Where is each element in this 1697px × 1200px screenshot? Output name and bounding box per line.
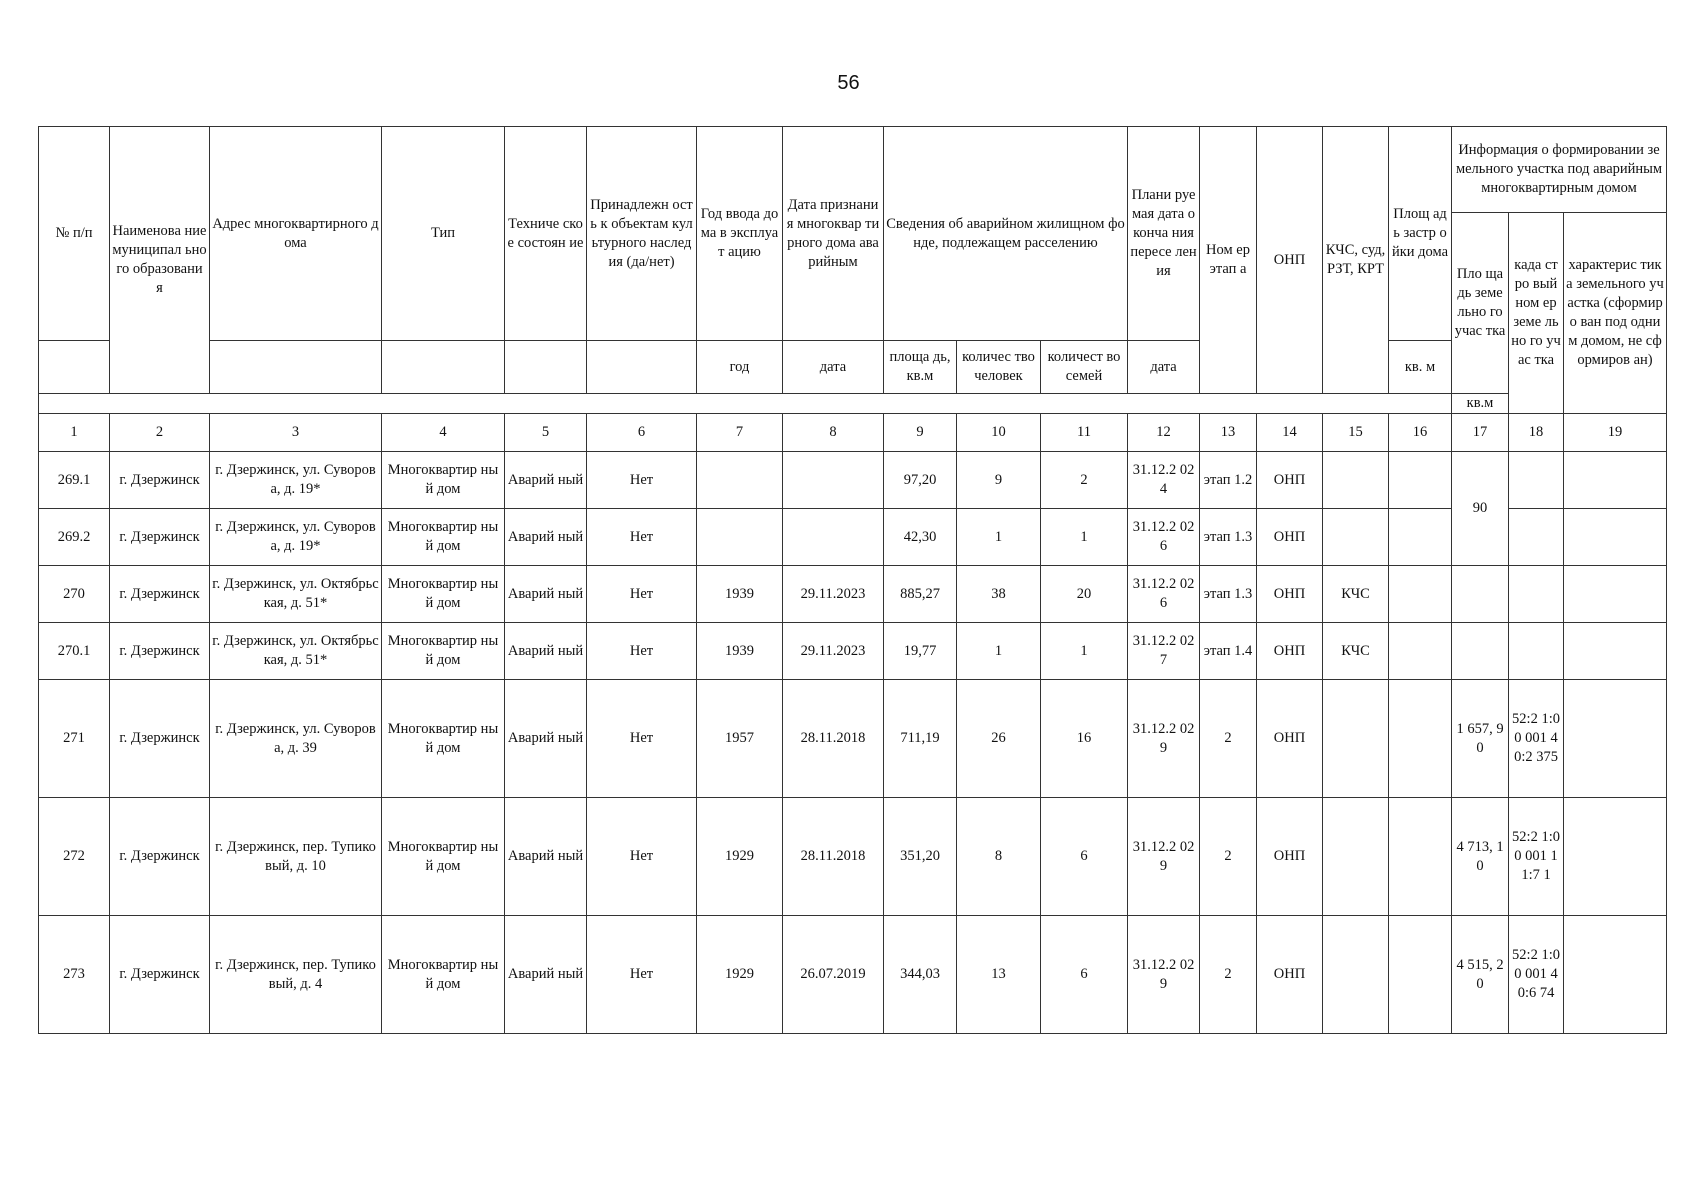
cell-stage: 2 (1200, 680, 1257, 798)
cell-number: 272 (39, 798, 110, 916)
header-num: № п/п (39, 127, 110, 341)
cell-heritage: Нет (587, 798, 697, 916)
cell-date: 26.07.2019 (783, 916, 884, 1034)
header-row-1 (39, 127, 1667, 213)
cell-year (697, 509, 783, 566)
cell-building-area (1389, 623, 1452, 680)
cell-state: Аварий ный (505, 452, 587, 509)
cell-number: 271 (39, 680, 110, 798)
cell-type: Многоквартир ный дом (382, 566, 505, 623)
cell-building-area (1389, 566, 1452, 623)
cell-cadastral: 52:2 1:00 001 11:7 1 (1509, 798, 1564, 916)
column-number-row (39, 414, 1667, 452)
cell-building-area (1389, 452, 1452, 509)
cell-land-area: 4 713, 10 (1452, 798, 1509, 916)
header-building-area: Площ адь застр ойки дома (1389, 127, 1452, 341)
emergency-housing-table (38, 126, 1667, 1034)
cell-stage: этап 1.3 (1200, 509, 1257, 566)
cell-cadastral: 52:2 1:00 001 40:2 375 (1509, 680, 1564, 798)
cell-year: 1929 (697, 916, 783, 1034)
cell-date (783, 509, 884, 566)
cell-families: 2 (1041, 452, 1128, 509)
subheader-date: дата (783, 341, 884, 394)
subheader-people: количес тво человек (957, 341, 1041, 394)
cell-address: г. Дзержинск, ул. Суворова, д. 39 (210, 680, 382, 798)
header-heritage: Принадлежн ость к объектам культурного наследия (да/нет) (587, 127, 697, 341)
column-number: 6 (587, 414, 697, 452)
cell-onp: ОНП (1257, 798, 1323, 916)
cell-onp: ОНП (1257, 566, 1323, 623)
cell-heritage: Нет (587, 916, 697, 1034)
cell-kchs (1323, 798, 1389, 916)
cell-onp: ОНП (1257, 509, 1323, 566)
cell-end-date: 31.12.2 029 (1128, 798, 1200, 916)
cell-characteristic (1564, 566, 1667, 623)
cell-heritage: Нет (587, 509, 697, 566)
cell-onp: ОНП (1257, 623, 1323, 680)
cell-municipality: г. Дзержинск (110, 798, 210, 916)
cell-building-area (1389, 798, 1452, 916)
cell-kchs: КЧС (1323, 566, 1389, 623)
cell-type: Многоквартир ный дом (382, 452, 505, 509)
cell-characteristic (1564, 452, 1667, 509)
cell-type: Многоквартир ный дом (382, 509, 505, 566)
cell-kchs (1323, 509, 1389, 566)
cell-families: 6 (1041, 916, 1128, 1034)
cell-municipality: г. Дзержинск (110, 509, 210, 566)
table-row (39, 509, 1667, 566)
cell-state: Аварий ный (505, 798, 587, 916)
subheader-land-unit: кв.м (1452, 394, 1509, 414)
cell-cadastral (1509, 623, 1564, 680)
cell-characteristic (1564, 916, 1667, 1034)
cell-address: г. Дзержинск, ул. Суворова, д. 19* (210, 452, 382, 509)
column-number: 10 (957, 414, 1041, 452)
column-number: 18 (1509, 414, 1564, 452)
cell-cadastral (1509, 452, 1564, 509)
cell-type: Многоквартир ный дом (382, 916, 505, 1034)
cell-state: Аварий ный (505, 680, 587, 798)
header-row-3 (39, 341, 1667, 394)
cell-characteristic (1564, 509, 1667, 566)
cell-kchs (1323, 680, 1389, 798)
header-empty (382, 341, 505, 394)
cell-year: 1957 (697, 680, 783, 798)
cell-end-date: 31.12.2 029 (1128, 916, 1200, 1034)
cell-number: 270.1 (39, 623, 110, 680)
cell-end-date: 31.12.2 026 (1128, 509, 1200, 566)
cell-stage: этап 1.4 (1200, 623, 1257, 680)
column-number: 7 (697, 414, 783, 452)
header-commission-year: Год ввода дома в эксплуат ацию (697, 127, 783, 341)
cell-people: 9 (957, 452, 1041, 509)
header-land-characteristic: характерис тика земельного участка (сформиро ван под одним домом, не сформиров ан) (1564, 213, 1667, 414)
table-row (39, 566, 1667, 623)
cell-people: 13 (957, 916, 1041, 1034)
header-row-4 (39, 394, 1667, 414)
column-number: 2 (110, 414, 210, 452)
cell-date: 29.11.2023 (783, 566, 884, 623)
cell-families: 1 (1041, 509, 1128, 566)
table-row (39, 452, 1667, 509)
cell-onp: ОНП (1257, 680, 1323, 798)
cell-municipality: г. Дзержинск (110, 916, 210, 1034)
header-stage: Ном ер этап а (1200, 127, 1257, 394)
header-land-plot-info: Информация о формировании земельного участка под аварийным многоквартирным домом (1452, 127, 1667, 213)
column-number: 12 (1128, 414, 1200, 452)
column-number: 8 (783, 414, 884, 452)
cell-date: 28.11.2018 (783, 680, 884, 798)
subheader-families: количест во семей (1041, 341, 1128, 394)
cell-heritage: Нет (587, 452, 697, 509)
cell-cadastral (1509, 566, 1564, 623)
cell-onp: ОНП (1257, 916, 1323, 1034)
cell-state: Аварий ный (505, 623, 587, 680)
cell-end-date: 31.12.2 029 (1128, 680, 1200, 798)
cell-area: 344,03 (884, 916, 957, 1034)
subheader-end-date: дата (1128, 341, 1200, 394)
cell-address: г. Дзержинск, ул. Октябрьская, д. 51* (210, 566, 382, 623)
cell-characteristic (1564, 680, 1667, 798)
cell-date: 29.11.2023 (783, 623, 884, 680)
column-number: 4 (382, 414, 505, 452)
cell-state: Аварий ный (505, 509, 587, 566)
cell-families: 20 (1041, 566, 1128, 623)
cell-municipality: г. Дзержинск (110, 566, 210, 623)
table-row (39, 680, 1667, 798)
column-number: 13 (1200, 414, 1257, 452)
cell-heritage: Нет (587, 680, 697, 798)
cell-people: 26 (957, 680, 1041, 798)
cell-year: 1929 (697, 798, 783, 916)
cell-municipality: г. Дзержинск (110, 623, 210, 680)
cell-number: 273 (39, 916, 110, 1034)
header-kchs: КЧС, суд, РЗТ, КРТ (1323, 127, 1389, 394)
cell-cadastral (1509, 509, 1564, 566)
cell-building-area (1389, 509, 1452, 566)
cell-address: г. Дзержинск, ул. Октябрьская, д. 51* (210, 623, 382, 680)
header-technical-state: Техниче ское состоян ие (505, 127, 587, 341)
header-land-area: Пло щадь земе льно го учас тка (1452, 213, 1509, 394)
cell-address: г. Дзержинск, пер. Тупиковый, д. 4 (210, 916, 382, 1034)
header-recognition-date: Дата признания многоквар тирного дома аварийным (783, 127, 884, 341)
cell-kchs (1323, 916, 1389, 1034)
cell-area: 885,27 (884, 566, 957, 623)
header-emergency-fund: Сведения об аварийном жилищном фонде, подлежащем расселению (884, 127, 1128, 341)
cell-end-date: 31.12.2 024 (1128, 452, 1200, 509)
subheader-building-unit: кв. м (1389, 341, 1452, 394)
column-number: 5 (505, 414, 587, 452)
cell-land-area: 1 657, 90 (1452, 680, 1509, 798)
cell-kchs: КЧС (1323, 623, 1389, 680)
cell-building-area (1389, 680, 1452, 798)
cell-onp: ОНП (1257, 452, 1323, 509)
column-number: 17 (1452, 414, 1509, 452)
cell-municipality: г. Дзержинск (110, 452, 210, 509)
header-spacer (39, 394, 1452, 414)
cell-heritage: Нет (587, 566, 697, 623)
column-number: 14 (1257, 414, 1323, 452)
cell-municipality: г. Дзержинск (110, 680, 210, 798)
page-number: 56 (837, 72, 860, 94)
cell-people: 38 (957, 566, 1041, 623)
cell-state: Аварий ный (505, 916, 587, 1034)
header-empty (39, 341, 110, 394)
cell-address: г. Дзержинск, ул. Суворова, д. 19* (210, 509, 382, 566)
table-row (39, 798, 1667, 916)
cell-area: 97,20 (884, 452, 957, 509)
table-row (39, 916, 1667, 1034)
cell-people: 1 (957, 509, 1041, 566)
cell-land-area: 4 515, 20 (1452, 916, 1509, 1034)
column-number: 9 (884, 414, 957, 452)
header-empty (505, 341, 587, 394)
column-number: 11 (1041, 414, 1128, 452)
cell-number: 269.2 (39, 509, 110, 566)
cell-stage: этап 1.2 (1200, 452, 1257, 509)
column-number: 19 (1564, 414, 1667, 452)
cell-stage: этап 1.3 (1200, 566, 1257, 623)
cell-address: г. Дзержинск, пер. Тупиковый, д. 10 (210, 798, 382, 916)
cell-area: 351,20 (884, 798, 957, 916)
header-onp: ОНП (1257, 127, 1323, 394)
header-cadastral-number: када стро вый ном ер земе льно го учас тка (1509, 213, 1564, 414)
cell-families: 16 (1041, 680, 1128, 798)
header-empty (587, 341, 697, 394)
cell-land-area (1452, 623, 1509, 680)
header-planned-end: Плани руемая дата оконча ния пересе ления (1128, 127, 1200, 341)
cell-heritage: Нет (587, 623, 697, 680)
cell-area: 42,30 (884, 509, 957, 566)
cell-year (697, 452, 783, 509)
header-address: Адрес многоквартирного дома (210, 127, 382, 341)
cell-number: 270 (39, 566, 110, 623)
cell-characteristic (1564, 798, 1667, 916)
cell-state: Аварий ный (505, 566, 587, 623)
cell-area: 711,19 (884, 680, 957, 798)
table-row (39, 623, 1667, 680)
cell-characteristic (1564, 623, 1667, 680)
column-number: 16 (1389, 414, 1452, 452)
cell-year: 1939 (697, 566, 783, 623)
cell-type: Многоквартир ный дом (382, 798, 505, 916)
subheader-year: год (697, 341, 783, 394)
cell-date: 28.11.2018 (783, 798, 884, 916)
cell-people: 1 (957, 623, 1041, 680)
header-empty (210, 341, 382, 394)
column-number: 15 (1323, 414, 1389, 452)
cell-land-area (1452, 566, 1509, 623)
column-number: 3 (210, 414, 382, 452)
header-municipality: Наименова ние муниципал ьного образовани я (110, 127, 210, 394)
cell-end-date: 31.12.2 027 (1128, 623, 1200, 680)
cell-area: 19,77 (884, 623, 957, 680)
cell-cadastral: 52:2 1:00 001 40:6 74 (1509, 916, 1564, 1034)
column-number: 1 (39, 414, 110, 452)
cell-stage: 2 (1200, 916, 1257, 1034)
cell-land-area: 90 (1452, 452, 1509, 566)
cell-number: 269.1 (39, 452, 110, 509)
cell-type: Многоквартир ный дом (382, 680, 505, 798)
subheader-area: площа дь, кв.м (884, 341, 957, 394)
cell-families: 1 (1041, 623, 1128, 680)
cell-families: 6 (1041, 798, 1128, 916)
cell-year: 1939 (697, 623, 783, 680)
cell-date (783, 452, 884, 509)
cell-people: 8 (957, 798, 1041, 916)
cell-type: Многоквартир ный дом (382, 623, 505, 680)
cell-end-date: 31.12.2 026 (1128, 566, 1200, 623)
cell-stage: 2 (1200, 798, 1257, 916)
cell-building-area (1389, 916, 1452, 1034)
header-type: Тип (382, 127, 505, 341)
cell-kchs (1323, 452, 1389, 509)
